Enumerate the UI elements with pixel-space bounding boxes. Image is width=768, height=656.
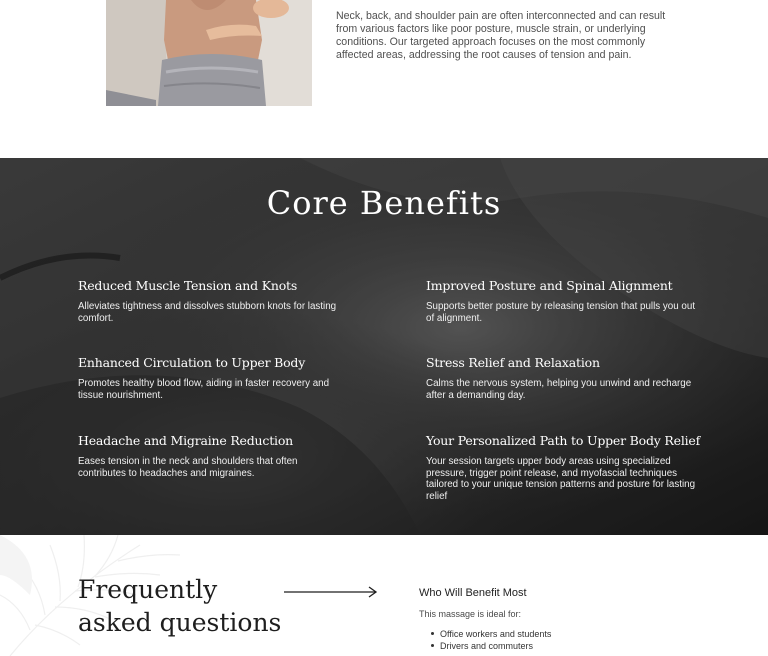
core-benefits-section — [0, 158, 768, 535]
benefit-card-personalized-path — [426, 433, 701, 502]
faq-question-heading[interactable]: Who Will Benefit Most — [419, 587, 527, 599]
core-benefits-title: Core Benefits — [266, 184, 502, 222]
benefit-heading: Enhanced Circulation to Upper Body — [78, 355, 306, 370]
faq-answer-lead: This massage is ideal for: — [419, 609, 522, 619]
list-item: Drivers and commuters — [440, 640, 551, 652]
benefit-heading: Headache and Migraine Reduction — [78, 433, 294, 448]
benefit-heading: Your Personalized Path to Upper Body Relief — [426, 433, 701, 448]
intro-section — [0, 0, 768, 158]
benefit-text: Your session targets upper body areas using specialized pressure, trigger point release, and myofascial techniques tailored to your unique tension patterns and posture for lasting relief — [426, 456, 696, 502]
intro-paragraph: Neck, back, and shoulder pain are often interconnected and can result from various factors like poor posture, muscle strain, or underlying conditions. Our targeted approach focuses on the most commonly affected areas, addressing the root causes of tension and pain. — [336, 10, 666, 61]
benefit-card-posture — [426, 278, 696, 324]
list-item: Office workers and students — [440, 629, 552, 639]
benefit-card-muscle-tension — [78, 278, 348, 324]
benefit-heading: Stress Relief and Relaxation — [426, 355, 600, 370]
benefit-text: Supports better posture by releasing tension that pulls you out of alignment. — [426, 301, 696, 324]
benefit-text: Promotes healthy blood flow, aiding in faster recovery and tissue nourishment. — [78, 378, 330, 401]
massage-back-photo — [106, 0, 312, 106]
benefit-card-headache — [78, 433, 328, 479]
benefit-text: Calms the nervous system, helping you unwind and recharge after a demanding day. — [426, 378, 692, 401]
benefit-text: Alleviates tightness and dissolves stubborn knots for lasting comfort. — [78, 301, 337, 324]
benefit-heading: Improved Posture and Spinal Alignment — [426, 278, 673, 293]
long-arrow-right-icon — [284, 586, 378, 598]
benefit-card-stress-relief — [426, 355, 696, 401]
benefit-text: Eases tension in the neck and shoulders that often contributes to headaches and migraines. — [78, 456, 298, 479]
benefit-heading: Reduced Muscle Tension and Knots — [78, 278, 298, 293]
benefit-card-circulation — [78, 355, 348, 401]
faq-title: Frequently asked questions — [78, 575, 282, 637]
faq-section — [0, 535, 768, 656]
faq-answer-list — [440, 628, 551, 652]
